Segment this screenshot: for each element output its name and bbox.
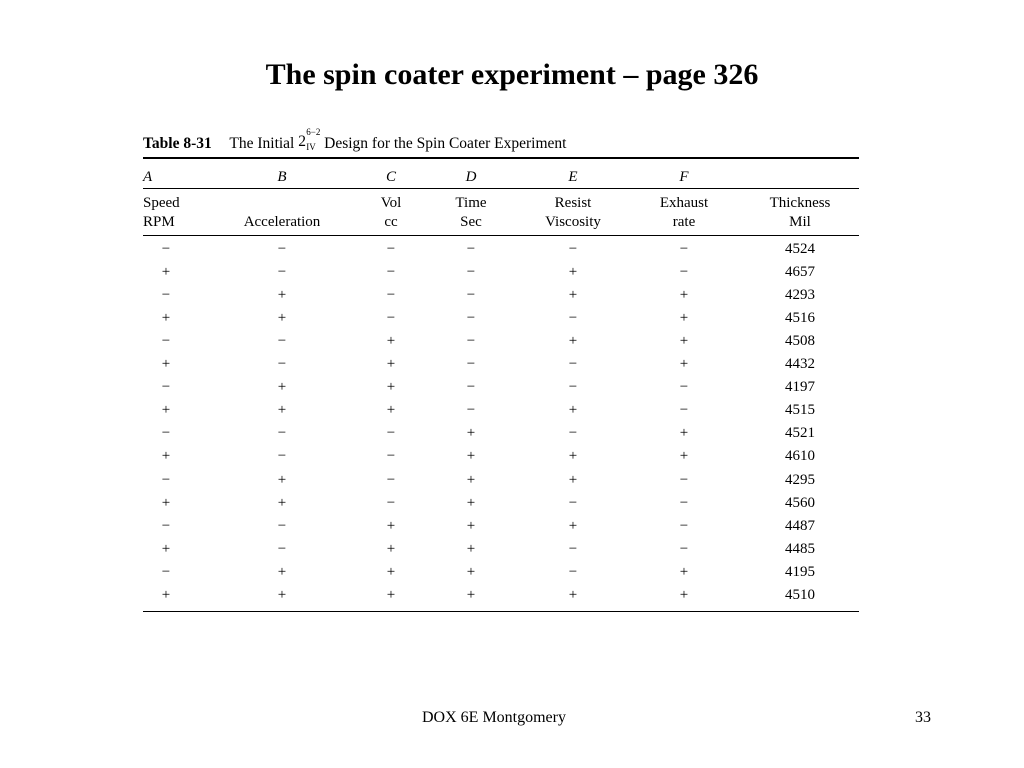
factor-level-e: − <box>568 495 578 511</box>
factor-level-a: − <box>161 518 171 534</box>
factor-level-a: + <box>161 402 171 418</box>
factor-level-a: + <box>161 448 171 464</box>
factor-level-c: − <box>386 495 396 511</box>
factor-level-d: − <box>466 287 476 303</box>
column-letter-c: C <box>385 169 396 185</box>
factor-level-c: − <box>386 448 396 464</box>
design-base: 2 <box>298 133 306 150</box>
factor-level-c: − <box>386 264 396 280</box>
factor-level-c: + <box>386 518 396 534</box>
factor-level-c: + <box>386 402 396 418</box>
factor-level-b: − <box>277 541 287 557</box>
thickness-value: 4524 <box>785 241 815 257</box>
factor-level-d: − <box>466 241 476 257</box>
factor-level-c: − <box>386 425 396 441</box>
factor-level-a: − <box>161 379 171 395</box>
design-superscript: 6−2 <box>306 127 321 137</box>
column-label-thickness-line1: Thickness <box>769 195 831 211</box>
column-label-thickness-line2: Mil <box>789 214 811 230</box>
factor-level-f: + <box>679 356 689 372</box>
thickness-value: 4610 <box>785 448 815 464</box>
thickness-value: 4508 <box>785 333 815 349</box>
factor-level-f: − <box>679 241 689 257</box>
page-number: 33 <box>915 709 931 726</box>
factor-level-f: − <box>679 402 689 418</box>
factor-level-a: − <box>161 287 171 303</box>
column-letter-b: B <box>277 169 287 185</box>
table-number: Table 8-31 <box>143 135 212 152</box>
factor-level-e: + <box>568 587 578 603</box>
factor-level-a: + <box>161 310 171 326</box>
thickness-value: 4560 <box>785 495 815 511</box>
column-label-c-line1: Vol <box>380 195 402 211</box>
column-letter-f: F <box>679 169 689 185</box>
factor-level-d: − <box>466 356 476 372</box>
column-label-a-line2: RPM <box>143 214 175 230</box>
caption-suffix: Design for the Spin Coater Experiment <box>324 135 567 152</box>
factor-level-f: + <box>679 564 689 580</box>
factor-level-c: − <box>386 241 396 257</box>
factor-level-f: + <box>679 425 689 441</box>
factor-level-a: + <box>161 264 171 280</box>
factor-level-d: − <box>466 402 476 418</box>
table-caption <box>143 127 567 153</box>
factor-level-a: + <box>161 587 171 603</box>
factor-level-e: + <box>568 264 578 280</box>
column-label-e-line2: Viscosity <box>545 214 601 230</box>
factor-level-f: + <box>679 587 689 603</box>
slide-title: The spin coater experiment – page 326 <box>265 58 759 91</box>
column-label-a-line1: Speed <box>143 195 180 211</box>
factor-level-d: + <box>466 541 476 557</box>
thickness-value: 4295 <box>785 472 815 488</box>
factor-level-c: − <box>386 310 396 326</box>
factor-level-e: + <box>568 518 578 534</box>
factor-level-e: + <box>568 333 578 349</box>
table-bottom-rule <box>143 611 859 612</box>
caption-prefix: The Initial <box>229 135 295 152</box>
thickness-value: 4516 <box>785 310 815 326</box>
factor-level-c: − <box>386 287 396 303</box>
factor-level-c: + <box>386 379 396 395</box>
thickness-value: 4515 <box>785 402 815 418</box>
factor-level-b: − <box>277 333 287 349</box>
factor-level-e: + <box>568 448 578 464</box>
factor-level-c: + <box>386 587 396 603</box>
factor-level-b: + <box>277 402 287 418</box>
factor-level-b: + <box>277 472 287 488</box>
factor-level-e: + <box>568 402 578 418</box>
factor-level-d: + <box>466 495 476 511</box>
factor-level-c: − <box>386 472 396 488</box>
factor-level-d: − <box>466 264 476 280</box>
factor-level-e: − <box>568 310 578 326</box>
thickness-value: 4521 <box>785 425 815 441</box>
factor-level-e: − <box>568 564 578 580</box>
factor-level-d: + <box>466 448 476 464</box>
column-letter-d: D <box>465 169 477 185</box>
factor-level-a: + <box>161 495 171 511</box>
factor-level-b: + <box>277 587 287 603</box>
factor-level-b: − <box>277 264 287 280</box>
factor-level-f: − <box>679 518 689 534</box>
factor-level-d: + <box>466 587 476 603</box>
design-notation <box>298 127 321 152</box>
thickness-value: 4197 <box>785 379 815 395</box>
factor-level-f: − <box>679 495 689 511</box>
factor-level-d: − <box>466 379 476 395</box>
column-label-f-line1: Exhaust <box>659 195 709 211</box>
factor-level-e: − <box>568 356 578 372</box>
factor-level-f: − <box>679 264 689 280</box>
factor-level-c: + <box>386 564 396 580</box>
thickness-value: 4485 <box>785 541 815 557</box>
factor-level-c: + <box>386 356 396 372</box>
factor-level-d: + <box>466 425 476 441</box>
column-label-e-line1: Resist <box>554 195 592 211</box>
factor-level-b: − <box>277 448 287 464</box>
thickness-value: 4487 <box>785 518 815 534</box>
factor-level-a: − <box>161 564 171 580</box>
design-subscript: IV <box>306 142 316 152</box>
factor-level-b: − <box>277 425 287 441</box>
factor-level-c: + <box>386 333 396 349</box>
factor-level-e: + <box>568 472 578 488</box>
factor-level-f: + <box>679 287 689 303</box>
column-label-d-line1: Time <box>455 195 487 211</box>
factor-level-b: + <box>277 379 287 395</box>
column-letter-a: A <box>143 169 153 185</box>
factor-level-b: − <box>277 518 287 534</box>
factor-level-f: − <box>679 379 689 395</box>
factor-level-a: + <box>161 356 171 372</box>
column-label-d-line2: Sec <box>460 214 482 230</box>
thickness-value: 4510 <box>785 587 815 603</box>
footer-source: DOX 6E Montgomery <box>422 709 566 726</box>
factor-level-e: − <box>568 541 578 557</box>
table-top-rule <box>143 157 859 159</box>
factor-level-a: − <box>161 241 171 257</box>
factor-level-d: + <box>466 518 476 534</box>
factor-level-e: + <box>568 287 578 303</box>
factor-level-e: − <box>568 241 578 257</box>
factor-level-f: + <box>679 448 689 464</box>
factor-level-e: − <box>568 425 578 441</box>
factor-level-e: − <box>568 379 578 395</box>
factor-level-f: − <box>679 541 689 557</box>
thickness-value: 4195 <box>785 564 815 580</box>
factor-level-d: − <box>466 310 476 326</box>
factor-level-b: − <box>277 356 287 372</box>
factor-level-f: + <box>679 310 689 326</box>
factor-level-a: + <box>161 541 171 557</box>
factor-level-b: + <box>277 495 287 511</box>
header-rule <box>143 188 859 189</box>
factor-level-f: + <box>679 333 689 349</box>
factor-level-a: − <box>161 333 171 349</box>
factor-level-b: + <box>277 310 287 326</box>
column-letter-e: E <box>568 169 578 185</box>
factor-level-d: − <box>466 333 476 349</box>
factor-level-d: + <box>466 472 476 488</box>
factor-level-b: + <box>277 287 287 303</box>
factor-level-b: − <box>277 241 287 257</box>
factor-level-a: − <box>161 472 171 488</box>
column-label-f-line2: rate <box>672 214 696 230</box>
factor-level-c: + <box>386 541 396 557</box>
thickness-value: 4432 <box>785 356 815 372</box>
header-bottom-rule <box>143 235 859 236</box>
factor-level-b: + <box>277 564 287 580</box>
factor-level-f: − <box>679 472 689 488</box>
factor-level-d: + <box>466 564 476 580</box>
column-label-c-line2: cc <box>384 214 398 230</box>
column-label-b-line2: Acceleration <box>243 214 321 230</box>
thickness-value: 4657 <box>785 264 815 280</box>
factor-level-a: − <box>161 425 171 441</box>
thickness-value: 4293 <box>785 287 815 303</box>
